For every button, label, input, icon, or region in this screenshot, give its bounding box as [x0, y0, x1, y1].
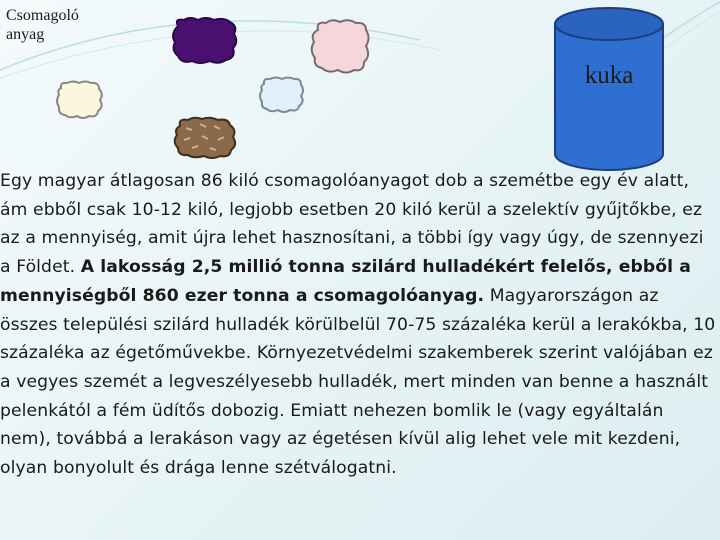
light-blue-blob-icon[interactable]	[258, 76, 306, 114]
paragraph-bold: A lakosság 2,5 millió tonna szilárd hulladékért felelős, ebből a mennyiségből 860 ezer tonna a csomagolóanyag.	[0, 257, 691, 306]
yellow-blob-icon[interactable]	[55, 80, 105, 120]
bin-label: kuka	[584, 62, 634, 89]
pink-blob-icon[interactable]	[308, 18, 372, 76]
purple-blob-icon[interactable]	[170, 16, 240, 66]
paragraph-part-1: Egy magyar átlagosan 86 kiló csomagolóanyagot dob a szemétbe egy év alatt, ám ebből csak 10-12 kiló, legjobb esetben 20 kiló kerül a szelektív gyűjtőkbe, ez az a mennyiség, amit újra lehet hasznosítani, a többi így vagy úgy, de szennyezi a Földet.	[0, 171, 704, 278]
main-paragraph	[0, 167, 718, 483]
brown-blob-icon[interactable]	[172, 116, 238, 160]
packaging-label: Csomagoló anyag	[6, 7, 79, 43]
paragraph-part-2: Magyarországon az összes települési szilárd hulladék körülbelül 70-75 százaléka kerül a lerakókba, 10 százaléka az égetőművekbe. Környezetvédelmi szakemberek szerint valójában ez a vegyes szemét a legveszélyesebb hulladék, mert minden van benne a használt pelenkától a fém üdítős dobozig. Emiatt nehezen bomlik le (vagy egyáltalán nem), továbbá a lerakáson vagy az égetésen kívül alig lehet vele mit kezdeni, olyan bonyolult és drága lenne szétválogatni.	[0, 285, 716, 479]
